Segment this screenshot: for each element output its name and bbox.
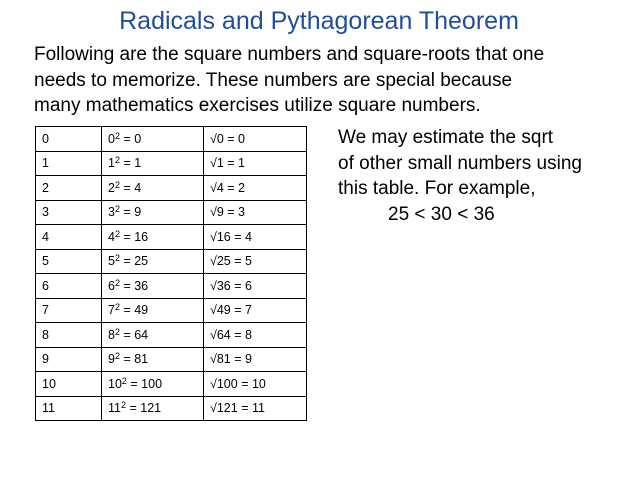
example-inequality: 25 < 30 < 36 [388,203,495,225]
number-cell: 2 [36,176,102,201]
estimate-note [338,125,582,227]
square-cell [102,249,204,274]
note-line: this table. For example, [338,178,536,199]
table-row [36,372,307,397]
square-root-cell: √49 = 7 [204,298,307,323]
number-cell: 6 [36,274,102,299]
table-row [36,323,307,348]
intro-line: needs to memorize. These numbers are special because [34,69,513,91]
table-row [36,298,307,323]
number-cell: 0 [36,127,102,152]
number-cell: 10 [36,372,102,397]
square-result: = 121 [129,401,162,416]
square-base: 5 [108,254,115,269]
square-cell [102,298,204,323]
square-cell [102,225,204,250]
square-base: 1 [108,156,115,171]
table-row [36,200,307,225]
square-root-cell: √81 = 9 [204,347,307,372]
square-root-cell: √36 = 6 [204,274,307,299]
square-cell [102,274,204,299]
square-cell [102,151,204,176]
square-root-cell: √25 = 5 [204,249,307,274]
note-line: We may estimate the sqrt [338,127,554,148]
square-cell [102,200,204,225]
squares-table-body [36,127,307,421]
square-cell [102,396,204,421]
square-exponent: 2 [121,375,127,386]
table-row [36,151,307,176]
squares-table [35,126,307,421]
square-result: = 9 [123,205,142,220]
intro-line: many mathematics exercises utilize square numbers. [34,95,481,116]
square-cell [102,323,204,348]
square-exponent: 2 [114,253,120,264]
square-exponent: 2 [114,326,120,337]
square-exponent: 2 [114,302,120,313]
square-root-cell: √121 = 11 [204,396,307,421]
intro-paragraph [34,42,634,119]
page-title: Radicals and Pythagorean Theorem [119,7,519,35]
square-base: 2 [108,180,115,195]
note-line: of other small numbers using [338,152,582,174]
square-cell [102,347,204,372]
square-exponent: 2 [114,277,120,288]
square-exponent: 2 [114,130,120,141]
square-result: = 0 [123,131,142,146]
square-cell [102,176,204,201]
number-cell: 8 [36,323,102,348]
square-result: = 4 [123,180,142,195]
square-result: = 1 [123,156,142,171]
square-root-cell: √100 = 10 [204,372,307,397]
number-cell: 1 [36,151,102,176]
square-exponent: 2 [114,204,120,215]
square-root-cell: √1 = 1 [204,151,307,176]
number-cell: 9 [36,347,102,372]
square-base: 8 [108,327,115,342]
table-row [36,347,307,372]
number-cell: 3 [36,200,102,225]
table-row [36,396,307,421]
number-cell: 4 [36,225,102,250]
square-cell [102,127,204,152]
number-cell: 7 [36,298,102,323]
table-row [36,274,307,299]
square-result: = 16 [123,229,149,244]
square-base: 7 [108,303,115,318]
square-root-cell: √16 = 4 [204,225,307,250]
intro-line: Following are the square numbers and square-roots that one [34,44,545,65]
number-cell: 5 [36,249,102,274]
square-cell [102,372,204,397]
square-result: = 49 [123,303,149,318]
table-row [36,176,307,201]
square-exponent: 2 [114,155,120,166]
table-row [36,225,307,250]
square-result: = 64 [123,327,149,342]
square-result: = 100 [130,376,163,391]
square-base: 4 [108,229,115,244]
square-base: 10 [108,376,122,391]
table-row [36,127,307,152]
square-base: 3 [108,205,115,220]
square-base: 9 [108,352,115,367]
square-base: 0 [108,131,115,146]
square-exponent: 2 [114,351,120,362]
square-result: = 81 [123,352,149,367]
square-exponent: 2 [114,228,120,239]
square-result: = 25 [123,254,149,269]
square-base: 6 [108,278,115,293]
number-cell: 11 [36,396,102,421]
square-exponent: 2 [114,179,120,190]
square-root-cell: √0 = 0 [204,127,307,152]
table-row [36,249,307,274]
square-root-cell: √64 = 8 [204,323,307,348]
square-root-cell: √9 = 3 [204,200,307,225]
square-exponent: 2 [120,400,126,411]
square-base: 11 [108,401,121,416]
square-result: = 36 [123,278,149,293]
square-root-cell: √4 = 2 [204,176,307,201]
